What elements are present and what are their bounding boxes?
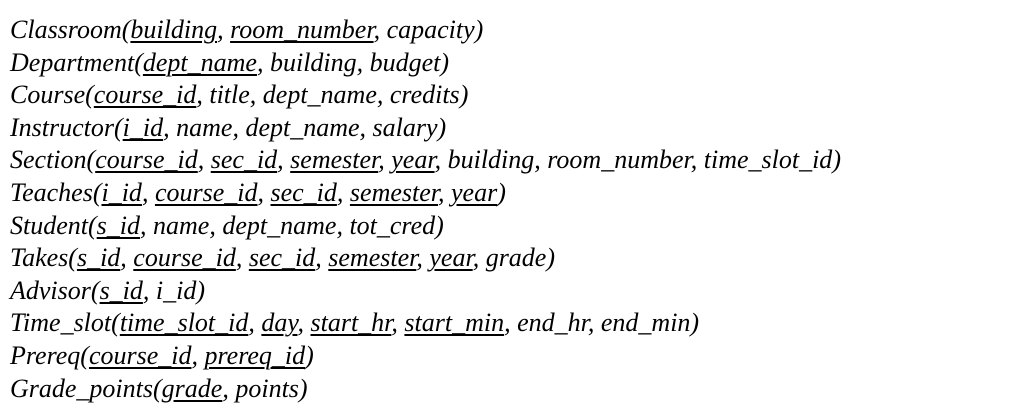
primary-key-attribute: sec_id: [270, 177, 337, 207]
attribute: capacity: [386, 15, 475, 44]
primary-key-attribute: s_id: [76, 243, 121, 273]
attribute: name: [176, 112, 233, 142]
schema-line-instructor: Instructor(i_id, name, dept_name, salary): [10, 112, 447, 142]
schema-line-prereq: Prereq(course_id, prereq_id): [10, 340, 314, 370]
attribute: credits: [389, 80, 460, 110]
schema-line-grade-points: Grade_points(grade, points): [10, 373, 308, 403]
relation-name: Grade_points: [10, 373, 153, 403]
primary-key-attribute: course_id: [93, 80, 197, 110]
primary-key-attribute: dept_name: [142, 47, 257, 77]
schema-line-teaches: Teaches(i_id, course_id, sec_id, semester, year): [10, 177, 506, 207]
primary-key-attribute: s_id: [99, 275, 143, 305]
primary-key-attribute: grade: [161, 373, 223, 403]
relation-name: Prereq: [10, 340, 81, 370]
schema-line-section: Section(course_id, sec_id, semester, year, building, room_number, time_slot_id): [10, 145, 841, 175]
relation-name: Instructor: [10, 112, 114, 142]
relation-name: Student: [10, 210, 88, 240]
primary-key-attribute: start_min: [404, 308, 505, 338]
schema-line-course: Course(course_id, title, dept_name, credits): [10, 80, 469, 110]
primary-key-attribute: year: [429, 243, 473, 273]
primary-key-attribute: time_slot_id: [119, 308, 249, 338]
relation-name: Classroom: [10, 15, 122, 44]
primary-key-attribute: i_id: [122, 112, 164, 142]
relation-name: Section: [10, 145, 87, 175]
attribute: name: [153, 210, 210, 240]
attribute: title: [209, 80, 250, 110]
relation-name: Time_slot: [10, 308, 112, 338]
relation-name: Course: [10, 80, 86, 110]
schema-line-student: Student(s_id, name, dept_name, tot_cred): [10, 210, 444, 240]
attribute: tot_cred: [349, 210, 436, 240]
primary-key-attribute: room_number: [230, 15, 374, 44]
attribute: points: [235, 373, 299, 403]
attribute: time_slot_id: [703, 145, 833, 175]
primary-key-attribute: s_id: [96, 210, 141, 240]
primary-key-attribute: course_id: [95, 145, 198, 175]
attribute: grade: [485, 243, 547, 273]
primary-key-attribute: course_id: [154, 177, 258, 207]
attribute: budget: [369, 47, 441, 77]
primary-key-attribute: prereq_id: [204, 340, 306, 370]
primary-key-attribute: semester: [349, 177, 438, 207]
attribute: end_hr: [517, 308, 588, 338]
primary-key-attribute: day: [261, 308, 298, 338]
relation-name: Department: [10, 47, 135, 77]
schema-line-time-slot: Time_slot(time_slot_id, day, start_hr, start_min, end_hr, end_min): [10, 308, 700, 338]
relational-schema-list: [10, 14, 841, 405]
attribute: room_number: [547, 145, 691, 175]
primary-key-attribute: course_id: [88, 340, 192, 370]
primary-key-attribute: sec_id: [210, 145, 278, 175]
attribute: dept_name: [262, 80, 377, 110]
primary-key-attribute: semester: [328, 243, 417, 273]
attribute: building: [269, 47, 357, 77]
attribute: end_min: [600, 308, 691, 338]
attribute: building: [447, 145, 535, 175]
primary-key-attribute: sec_id: [248, 243, 316, 273]
schema-line-advisor: Advisor(s_id, i_id): [10, 275, 206, 305]
primary-key-attribute: i_id: [101, 177, 142, 207]
primary-key-attribute: year: [391, 145, 435, 175]
relation-name: Advisor: [10, 275, 91, 305]
schema-line-department: Department(dept_name, building, budget): [10, 47, 450, 77]
primary-key-attribute: course_id: [133, 243, 236, 273]
primary-key-attribute: semester: [290, 145, 379, 175]
relation-name: Teaches: [10, 177, 93, 207]
attribute: dept_name: [245, 112, 360, 142]
primary-key-attribute: building: [130, 15, 218, 44]
attribute: dept_name: [222, 210, 337, 240]
relation-name: Takes: [10, 243, 69, 273]
schema-line-classroom: Classroom(building, room_number, capacity): [10, 15, 484, 44]
primary-key-attribute: year: [451, 177, 498, 207]
primary-key-attribute: start_hr: [310, 308, 392, 338]
schema-line-takes: Takes(s_id, course_id, sec_id, semester, year, grade): [10, 243, 556, 273]
attribute: i_id: [155, 275, 197, 305]
attribute: salary: [372, 112, 438, 142]
